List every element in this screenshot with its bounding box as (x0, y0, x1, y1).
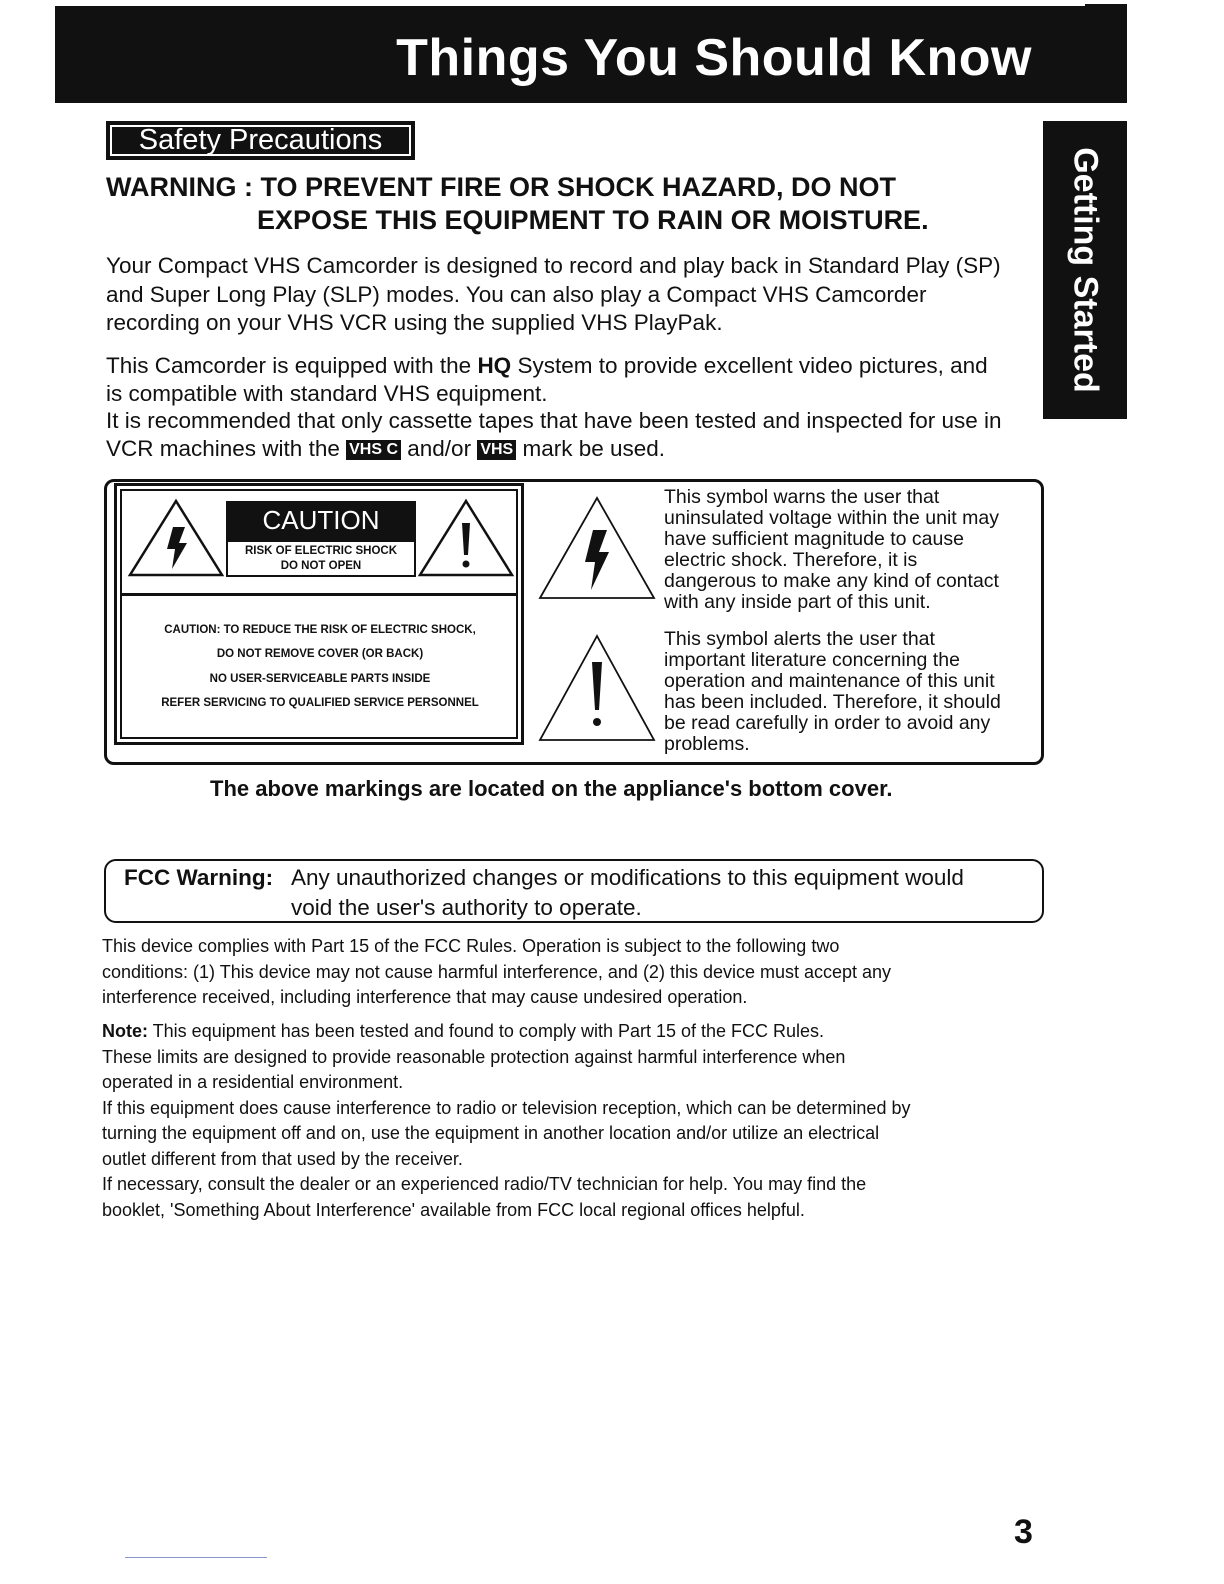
note-line: operated in a residential environment. (102, 1072, 404, 1092)
lightning-warning-icon (127, 497, 225, 579)
section-badge (106, 121, 415, 160)
warning-heading-line2: EXPOSE THIS EQUIPMENT TO RAIN OR MOISTURE. (257, 205, 929, 235)
fcc-warning-label: FCC Warning: (124, 865, 274, 890)
caution-label-divider (121, 593, 517, 596)
caution-subtext (226, 540, 416, 577)
description-line: has been included. Therefore, it should (664, 691, 1001, 713)
caution-label-line: NO USER-SERVICEABLE PARTS INSIDE (209, 673, 431, 685)
note-label: Note: (102, 1021, 148, 1041)
tape-paragraph-line: It is recommended that only cassette tapes that have been tested and inspected for use in (106, 408, 1002, 433)
note-line: These limits are designed to provide reasonable protection against harmful interference when (102, 1046, 846, 1067)
tape-paragraph-line: VCR machines with the VHS C and/or VHS mark be used. (106, 436, 666, 461)
page-number: 3 (1014, 1513, 1033, 1551)
section-badge-label: Safety Precautions (110, 125, 411, 156)
caution-label-line: DO NOT REMOVE COVER (OR BACK) (216, 648, 424, 660)
description-line: be read carefully in order to avoid any (664, 712, 991, 734)
description-line: electric shock. Therefore, it is (664, 549, 918, 571)
intro-paragraph-line: Your Compact VHS Camcorder is designed to record and play back in Standard Play (SP) (106, 253, 1001, 278)
caution-label-line: REFER SERVICING TO QUALIFIED SERVICE PERSONNEL (161, 697, 479, 709)
fcc-compliance-paragraph (102, 934, 891, 1011)
markings-location-note: The above markings are located on the appliance's bottom cover. (210, 776, 893, 801)
note-line: If this equipment does cause interference to radio or television reception, which can be determined by (102, 1097, 911, 1118)
note-line: turning the equipment off and on, use the equipment in another location and/or utilize an electrical (102, 1123, 880, 1143)
description-line: problems. (664, 733, 750, 755)
vhs-c-logo-mark: VHS C (346, 440, 401, 460)
fcc-warning-text: void the user's authority to operate. (291, 895, 642, 920)
side-tab-label: Getting Started (1066, 147, 1105, 393)
exclamation-symbol-icon (536, 632, 658, 744)
description-line: This symbol alerts the user that (664, 628, 935, 650)
intro-paragraph-line: and Super Long Play (SLP) modes. You can also play a Compact VHS Camcorder (106, 282, 927, 307)
description-line: dangerous to make any kind of contact (664, 570, 999, 592)
description-line: important literature concerning the (664, 649, 960, 671)
hq-paragraph-line: This Camcorder is equipped with the HQ System to provide excellent video pictures, and (106, 353, 988, 378)
fcc-warning-text: Any unauthorized changes or modifications to this equipment would (291, 865, 964, 890)
caution-sub-line: DO NOT OPEN (280, 560, 362, 572)
side-tab (1043, 121, 1127, 419)
description-line: have sufficient magnitude to cause (664, 528, 964, 550)
title-bar (55, 6, 1127, 103)
compliance-line: This device complies with Part 15 of the FCC Rules. Operation is subject to the following two (102, 936, 840, 956)
description-line: operation and maintenance of this unit (664, 670, 995, 692)
compliance-line: conditions: (1) This device may not cause harmful interference, and (2) this device must accept any (102, 961, 892, 982)
caution-banner: CAUTION (226, 501, 416, 540)
fcc-note-paragraph (102, 1019, 910, 1223)
exclamation-warning-icon (417, 497, 515, 579)
caution-sub-line: RISK OF ELECTRIC SHOCK (244, 545, 398, 557)
literature-symbol-description (664, 629, 1001, 755)
voltage-symbol-description (664, 487, 999, 613)
description-line: uninsulated voltage within the unit may (664, 507, 999, 529)
hq-bold: HQ (477, 353, 512, 378)
footer-rule (125, 1557, 267, 1558)
note-line: If necessary, consult the dealer or an experienced radio/TV technician for help. You may find the (102, 1174, 867, 1194)
intro-paragraph-line: recording on your VHS VCR using the supplied VHS PlayPak. (106, 310, 723, 335)
vhs-logo-mark: VHS (477, 440, 516, 460)
lightning-symbol-icon (536, 494, 658, 602)
description-line: with any inside part of this unit. (664, 591, 931, 613)
note-line: booklet, 'Something About Interference' available from FCC local regional offices helpful. (102, 1199, 805, 1220)
caution-label-line: CAUTION: TO REDUCE THE RISK OF ELECTRIC SHOCK, (164, 624, 476, 636)
note-line: outlet different from that used by the receiver. (102, 1148, 463, 1169)
description-line: This symbol warns the user that (664, 486, 940, 508)
page-title: Things You Should Know (396, 29, 1032, 87)
warning-heading-line1: WARNING : TO PREVENT FIRE OR SHOCK HAZARD, DO NOT (106, 172, 897, 202)
hq-paragraph-line: is compatible with standard VHS equipment. (106, 381, 548, 406)
compliance-line: interference received, including interference that may cause undesired operation. (102, 987, 748, 1007)
title-corner-mark (1085, 4, 1127, 7)
note-line: Note: This equipment has been tested and found to comply with Part 15 of the FCC Rules. (102, 1021, 825, 1041)
